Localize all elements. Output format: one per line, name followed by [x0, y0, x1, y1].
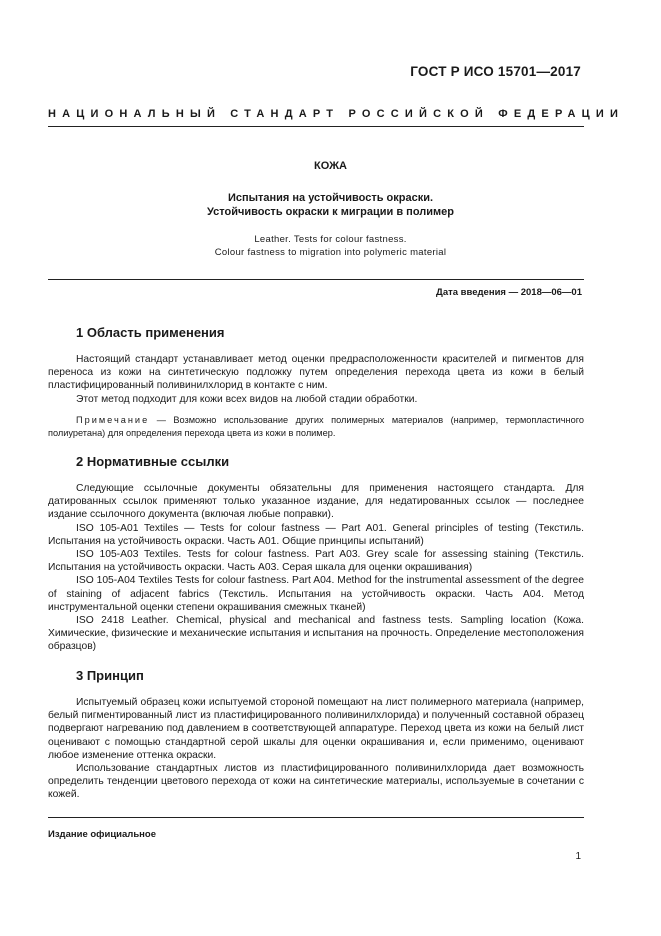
reference-item: ISO 105-A03 Textiles. Tests for colour fastness. Part A03. Grey scale for assessing staining (Текстиль. Испытания на устойчивость окраски. Часть A03. Серая шкала для оценки окрашивания) — [48, 549, 584, 574]
section-1-heading: 1 Область применения — [76, 325, 225, 340]
document-code: ГОСТ Р ИСО 15701—2017 — [410, 64, 581, 79]
english-title — [0, 233, 661, 259]
footer-divider — [48, 817, 584, 818]
document-title: КОЖА — [313, 160, 347, 172]
section-2-paragraph: Следующие ссылочные документы обязательны для применения настоящего стандарта. Для датированных ссылок применяют только указанное издание, для недатированных ссылок — последнее издание ссылочного документа (включая любые поправки). — [48, 483, 584, 521]
official-edition-label: Издание официальное — [48, 829, 156, 840]
note-label: Примечание — [76, 415, 150, 425]
section-1-paragraph: Этот метод подходит для кожи всех видов на любой стадии обработки. — [76, 393, 418, 405]
subtitle-line-2: Устойчивость окраски к миграции в полимер — [206, 206, 454, 218]
reference-item: ISO 2418 Leather. Chemical, physical and mechanical and fastness tests. Sampling location (Кожа. Химические, физические и механические испытания и испытания на прочность. Определение местоположения образцов) — [48, 615, 584, 653]
section-2-heading: 2 Нормативные ссылки — [76, 454, 230, 469]
section-3-body — [48, 696, 584, 802]
english-title-line-2: Colour fastness to migration into polymeric material — [214, 247, 447, 258]
section-3-paragraph: Испытуемый образец кожи испытуемой стороной помещают на лист полимерного материала (например, белый пигментированный лист из пластифицированного поливинилхлорида) и полученный составной образец подвергают нагреванию под давлением в соответствующей аппаратуре. Переход цвета из кожи на белый лист оценивают с помощью стандартной серой шкалы для оценки окрашивания и, если применимо, оценивают любое изменение оттенка окраски. — [48, 697, 584, 761]
reference-item: ISO 105-A01 Textiles — Tests for colour fastness — Part A01. General principles of testing (Текстиль. Испытания на устойчивость окраски. Часть A01. Общие принципы испытаний) — [48, 522, 584, 547]
section-1-note — [48, 414, 584, 439]
introduction-date: Дата введения — 2018—06—01 — [436, 287, 582, 298]
reference-item: ISO 105-A04 Textiles Tests for colour fastness. Part A04. Method for the instrumental assessment of the degree of staining of adjacent fabrics (Текстиль. Испытания на устойчивость окраски. Часть A04. Метод инструментальной оценки степени окрашивания смежных тканей) — [48, 575, 584, 613]
section-2-body — [48, 482, 584, 654]
page-number: 1 — [575, 851, 581, 862]
header-divider — [48, 126, 584, 127]
section-1-body — [48, 353, 584, 406]
section-1-paragraph: Настоящий стандарт устанавливает метод оценки предрасположенности красителей и пигментов для переноса из кожи на синтетическую подложку путем определения перехода цвета из кожи в белый пластифицированный поливинилхлорид в контакте с ним. — [48, 354, 584, 392]
english-title-line-1: Leather. Tests for colour fastness. — [254, 234, 407, 245]
date-divider — [48, 279, 584, 280]
section-3-paragraph: Использование стандартных листов из пластифицированного поливинилхлорида дает возможность определить тенденции цветового перехода от кожи на синтетические материалы, используемые в сочетании с кожей. — [48, 763, 584, 801]
note-text: — Возможно использование других полимерных материалов (например, термопластичного полиуретана) для определения перехода цвета из кожи в полимер. — [48, 415, 584, 438]
subtitle-line-1: Испытания на устойчивость окраски. — [227, 192, 434, 204]
document-subtitle — [0, 191, 661, 219]
section-3-heading: 3 Принцип — [76, 668, 144, 683]
national-standard-banner: НАЦИОНАЛЬНЫЙ СТАНДАРТ РОССИЙСКОЙ ФЕДЕРАЦИИ — [48, 108, 625, 120]
